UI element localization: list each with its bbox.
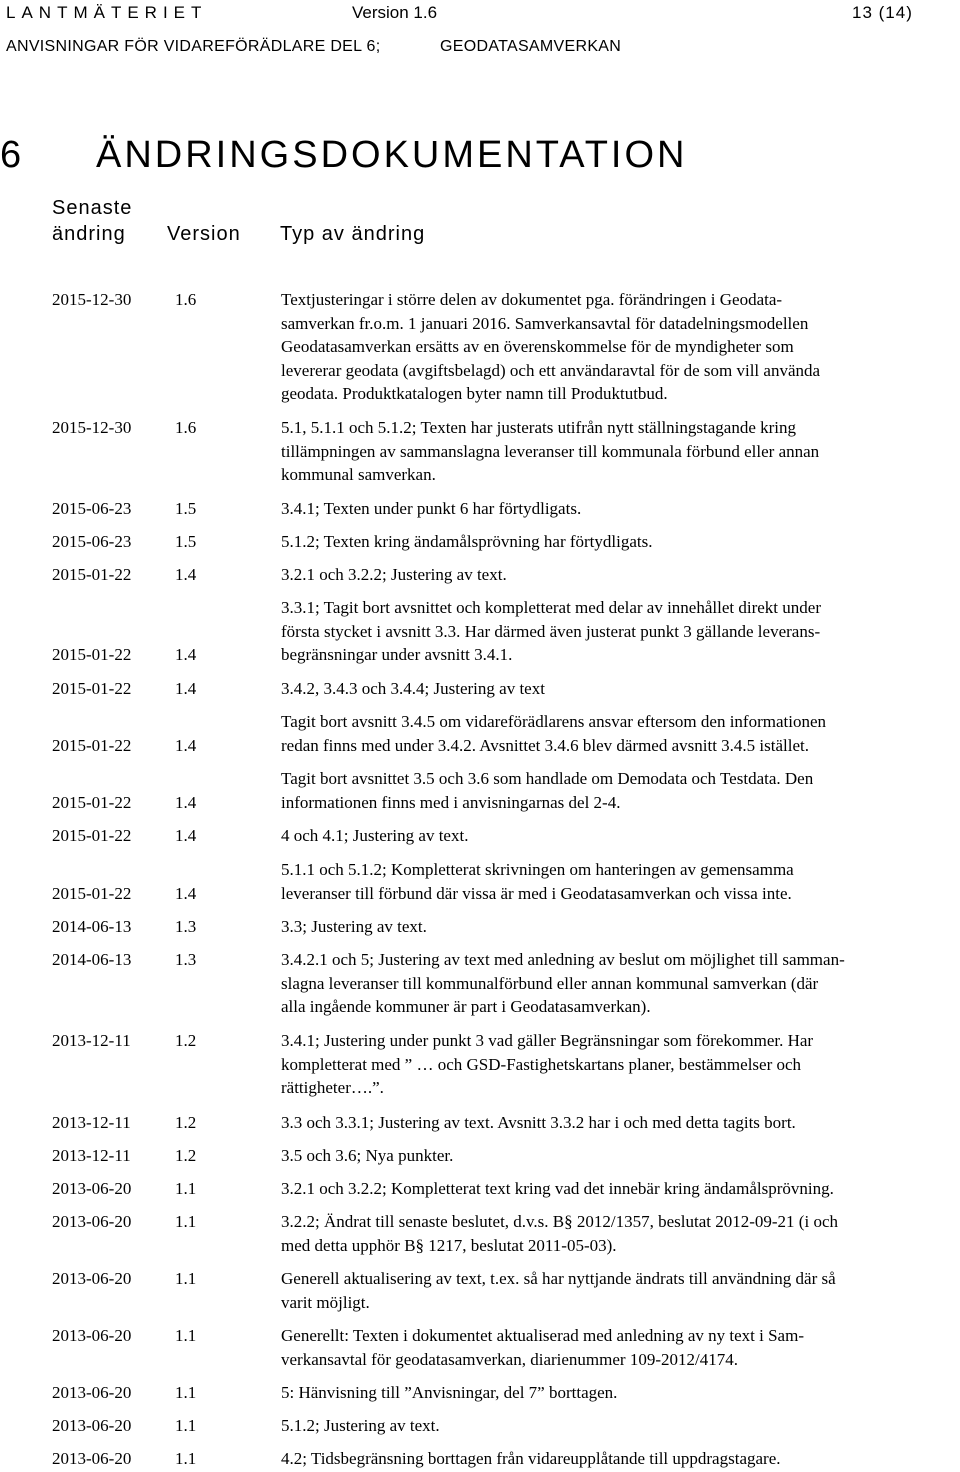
row-description-line: 5.1.2; Justering av text. — [281, 1416, 440, 1435]
row-description — [281, 1267, 960, 1314]
row-description-line: redan finns med under 3.4.2. Avsnittet 3.4.6 blev därmed avsnitt 3.4.5 istället. — [281, 735, 810, 755]
row-description-line: levererar geodata (avgiftsbelagd) och ett användaravtal för de som vill använda — [281, 360, 821, 380]
row-date: 2015-01-22 — [52, 792, 132, 812]
row-description — [281, 416, 960, 487]
row-description-line: 3.5 och 3.6; Nya punkter. — [281, 1146, 454, 1165]
row-description-line: varit möjligt. — [281, 1292, 370, 1312]
row-description — [281, 1324, 960, 1371]
row-date: 2015-06-23 — [52, 532, 132, 551]
row-date: 2013-06-20 — [52, 1326, 132, 1345]
row-description — [281, 948, 960, 1019]
row-date: 2013-06-20 — [52, 1179, 132, 1198]
row-description-line: 3.3; Justering av text. — [281, 917, 427, 936]
row-description-line: 3.4.1; Texten under punkt 6 har förtydligats. — [281, 499, 582, 518]
row-description — [281, 1111, 960, 1135]
row-description-line: med detta upphör B§ 1217, beslutat 2011-05-03). — [281, 1235, 617, 1255]
row-description — [281, 767, 960, 814]
row-description-line: Geodatasamverkan ersätts av en överenskommelse för de myndigheter som — [281, 337, 794, 357]
row-description-line: första stycket i avsnitt 3.3. Har därmed även justerat punkt 3 gällande leverans- — [281, 621, 821, 641]
row-date: 2013-12-11 — [52, 1113, 131, 1132]
row-version: 1.6 — [175, 290, 197, 309]
row-description — [281, 858, 960, 905]
column-header-type: Typ av ändring — [280, 223, 426, 245]
row-description-line: Generellt: Texten i dokumentet aktualiserad med anledning av ny text i Sam- — [281, 1326, 804, 1345]
row-version: 1.2 — [175, 1031, 197, 1050]
row-description — [281, 497, 960, 521]
row-version: 1.5 — [175, 532, 197, 551]
row-description-line: Tagit bort avsnittet 3.5 och 3.6 som handlade om Demodata och Testdata. Den — [281, 769, 814, 788]
section-heading — [0, 134, 688, 177]
row-version: 1.4 — [175, 735, 197, 755]
row-description-line: begränsningar under avsnitt 3.4.1. — [281, 645, 513, 665]
row-description — [281, 288, 960, 406]
row-version: 1.2 — [175, 1146, 197, 1165]
row-version: 1.4 — [175, 792, 197, 812]
row-description-line: alla ingående kommuner är part i Geodatasamverkan). — [281, 997, 651, 1017]
row-description-line: 5.1.1 och 5.1.2; Kompletterat skrivningen om hanteringen av gemensamma — [281, 860, 794, 879]
column-header-date-line1: Senaste — [52, 197, 133, 219]
row-version: 1.1 — [175, 1326, 197, 1345]
row-date: 2013-06-20 — [52, 1383, 132, 1402]
row-version: 1.1 — [175, 1416, 197, 1435]
row-version: 1.4 — [175, 883, 197, 903]
row-description — [281, 1210, 960, 1257]
row-date: 2015-01-22 — [52, 565, 132, 584]
row-version: 1.4 — [175, 826, 197, 845]
row-date: 2013-06-20 — [52, 1212, 132, 1231]
row-date: 2015-12-30 — [52, 290, 132, 309]
row-description-line: Generell aktualisering av text, t.ex. så har nyttjande ändrats till användning där så — [281, 1269, 836, 1288]
row-description — [281, 1029, 960, 1100]
row-version: 1.2 — [175, 1113, 197, 1132]
row-description — [281, 1414, 960, 1438]
row-description-line: 3.2.1 och 3.2.2; Kompletterat text kring vad det innebär kring ändamålsprövning. — [281, 1179, 834, 1198]
header-page-number: 13 (14) — [852, 3, 913, 22]
row-version: 1.1 — [175, 1179, 197, 1198]
row-description — [281, 677, 960, 701]
row-description-line: 3.4.1; Justering under punkt 3 vad gäller Begränsningar som förekommer. Har — [281, 1031, 814, 1050]
row-date: 2013-06-20 — [52, 1269, 132, 1288]
row-description-line: kompletterat med ” … och GSD-Fastighetskartans planer, bestämmelser och — [281, 1054, 802, 1074]
row-description — [281, 563, 960, 587]
row-description-line: geodata. Produktkatalogen byter namn till Produktutbud. — [281, 384, 668, 404]
row-date: 2015-01-22 — [52, 735, 132, 755]
row-date: 2015-12-30 — [52, 418, 132, 437]
row-description-line: 3.3 och 3.3.1; Justering av text. Avsnitt 3.3.2 har i och med detta tagits bort. — [281, 1113, 796, 1132]
row-description — [281, 1381, 960, 1405]
column-header-version: Version — [167, 223, 241, 245]
row-description — [281, 710, 960, 757]
row-date: 2015-01-22 — [52, 679, 132, 698]
row-description-line: 5.1, 5.1.1 och 5.1.2; Texten har justerats utifrån nytt ställningstagande kring — [281, 418, 797, 437]
row-description-line: 3.4.2, 3.4.3 och 3.4.4; Justering av text — [281, 679, 545, 698]
row-description-line: samverkan fr.o.m. 1 januari 2016. Samverkansavtal för datadelningsmodellen — [281, 313, 809, 333]
row-version: 1.3 — [175, 917, 197, 936]
row-version: 1.1 — [175, 1269, 197, 1288]
row-version: 1.1 — [175, 1449, 197, 1468]
row-version: 1.4 — [175, 679, 197, 698]
row-version: 1.1 — [175, 1212, 197, 1231]
column-header-date-line2: ändring — [52, 223, 126, 245]
row-description — [281, 1177, 960, 1201]
row-description-line: rättigheter….”. — [281, 1078, 384, 1098]
row-description-line: leveranser till förbund där vissa är med i Geodatasamverkan och vissa inte. — [281, 883, 792, 903]
row-version: 1.6 — [175, 418, 197, 437]
row-description-line: 3.3.1; Tagit bort avsnittet och kompletterat med delar av innehållet direkt under — [281, 598, 821, 617]
header-version: Version 1.6 — [352, 3, 438, 22]
row-date: 2014-06-13 — [52, 917, 132, 936]
column-header-date — [52, 195, 162, 247]
row-date: 2013-12-11 — [52, 1031, 131, 1050]
row-description — [281, 915, 960, 939]
row-description-line: Textjusteringar i större delen av dokumentet pga. förändringen i Geodata- — [281, 290, 783, 309]
row-version: 1.1 — [175, 1383, 197, 1402]
row-description-line: 5.1.2; Texten kring ändamålsprövning har förtydligats. — [281, 532, 653, 551]
row-description-line: kommunal samverkan. — [281, 465, 436, 485]
row-date: 2013-06-20 — [52, 1449, 132, 1468]
row-description-line: 3.4.2.1 och 5; Justering av text med anledning av beslut om möjlighet till samman- — [281, 950, 845, 969]
row-description-line: slagna leveranser till kommunalförbund eller annan kommunal samverkan (där — [281, 973, 819, 993]
header-subtitle: ANVISNINGAR FÖR VIDAREFÖRÄDLARE DEL 6; — [6, 38, 381, 55]
row-description-line: informationen finns med i anvisningarnas del 2-4. — [281, 792, 621, 812]
row-version: 1.5 — [175, 499, 197, 518]
header-subtitle-topic: GEODATASAMVERKAN — [440, 38, 622, 55]
row-date: 2013-06-20 — [52, 1416, 132, 1435]
row-date: 2013-12-11 — [52, 1146, 131, 1165]
row-description — [281, 530, 960, 554]
row-date: 2015-01-22 — [52, 645, 132, 665]
section-number: 6 — [0, 134, 25, 176]
row-date: 2015-01-22 — [52, 883, 132, 903]
row-version: 1.4 — [175, 565, 197, 584]
row-description — [281, 1447, 960, 1471]
row-description-line: Tagit bort avsnitt 3.4.5 om vidareförädlarens ansvar eftersom den informationen — [281, 712, 827, 731]
row-version: 1.4 — [175, 645, 197, 665]
row-description-line: 3.2.2; Ändrat till senaste beslutet, d.v.s. B§ 2012/1357, beslutat 2012-09-21 (i och — [281, 1212, 838, 1231]
row-date: 2014-06-13 — [52, 950, 132, 969]
row-description-line: tillämpningen av sammanslagna leveranser till kommunala förbund eller annan — [281, 441, 820, 461]
row-description — [281, 824, 960, 848]
row-description-line: 5: Hänvisning till ”Anvisningar, del 7” borttagen. — [281, 1383, 618, 1402]
header-company: LANTMÄTERIET — [6, 3, 208, 22]
row-date: 2015-06-23 — [52, 499, 132, 518]
row-description — [281, 1144, 960, 1168]
row-description-line: 4.2; Tidsbegränsning borttagen från vidareupplåtande till uppdragstagare. — [281, 1449, 781, 1468]
row-description-line: 3.2.1 och 3.2.2; Justering av text. — [281, 565, 507, 584]
row-description-line: verkansavtal för geodatasamverkan, diarienummer 109-2012/4174. — [281, 1349, 738, 1369]
row-description-line: 4 och 4.1; Justering av text. — [281, 826, 469, 845]
row-date: 2015-01-22 — [52, 826, 132, 845]
section-title: ÄNDRINGSDOKUMENTATION — [96, 134, 688, 176]
row-version: 1.3 — [175, 950, 197, 969]
row-description — [281, 596, 960, 667]
